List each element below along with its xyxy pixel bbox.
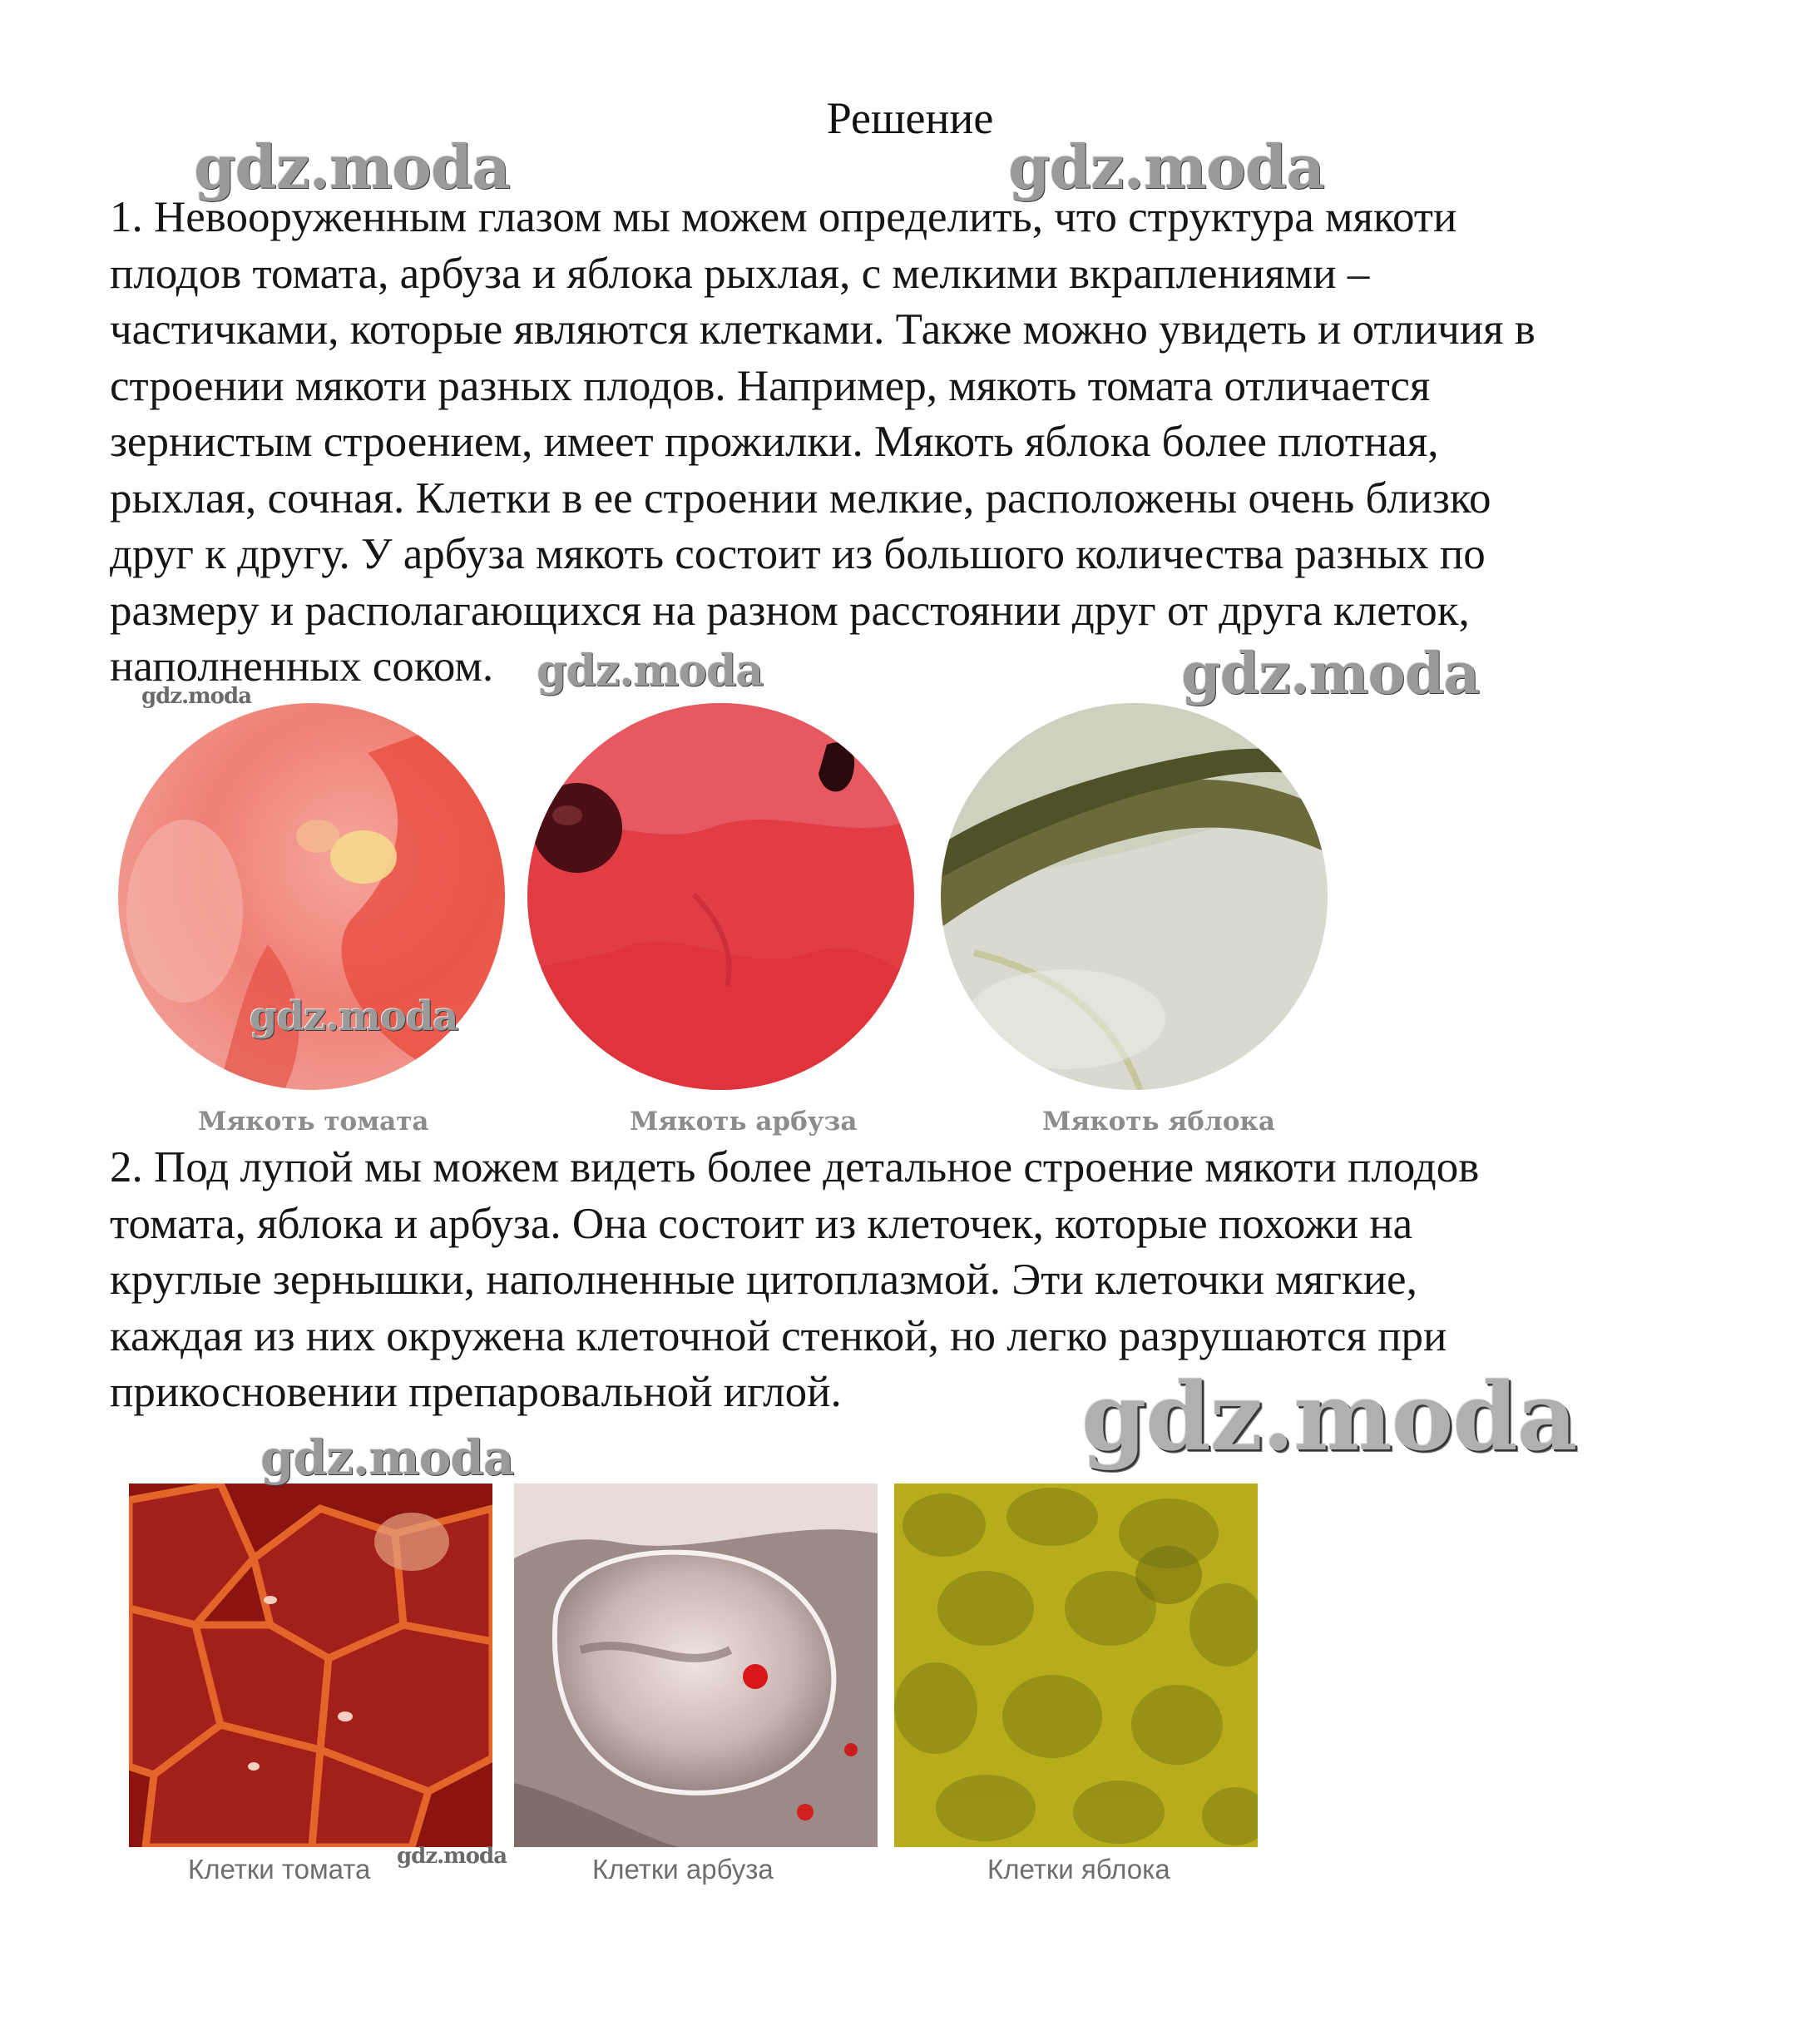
text-line: размеру и располагающихся на разном расстоянии друг от друга клеток, <box>110 586 1470 635</box>
watermelon-cells-photo <box>514 1484 878 1847</box>
text-line: строении мякоти разных плодов. Например, мякоть томата отличается <box>110 361 1431 410</box>
text-line: частичками, которые являются клетками. Также можно увидеть и отличия в <box>110 305 1536 354</box>
watermark-logo: gdz.moda <box>537 646 764 696</box>
text-line: прикосновении препаровальной иглой. <box>110 1368 842 1416</box>
text-line: 1. Невооруженным глазом мы можем определить, что структура мякоти <box>110 193 1457 241</box>
watermark-logo: gdz.moda <box>194 131 510 202</box>
caption-tomato-cells: Клетки томата <box>188 1854 371 1885</box>
watermark-logo: gdz.moda <box>1181 641 1480 707</box>
caption-watermelon-flesh: Мякоть арбуза <box>630 1107 858 1137</box>
caption-tomato-flesh: Мякоть томата <box>198 1107 429 1137</box>
text-line: рыхлая, сочная. Клетки в ее строении мелкие, расположены очень близко <box>110 473 1491 523</box>
text-line: томата, яблока и арбуза. Она состоит из клеточек, которые похожи на <box>110 1199 1413 1248</box>
apple-cells-photo <box>894 1484 1258 1847</box>
text-line: круглые зернышки, наполненные цитоплазмой. Эти клеточки мягкие, <box>110 1256 1417 1304</box>
tomato-cells-photo <box>129 1484 492 1847</box>
page-title: Решение <box>826 93 994 143</box>
text-line: друг к другу. У арбуза мякоть состоит из большого количества разных по <box>110 530 1486 578</box>
text-line: наполненных соком. <box>110 642 494 691</box>
text-line: 2. Под лупой мы можем видеть более детальное строение мякоти плодов <box>110 1143 1480 1191</box>
caption-apple-cells: Клетки яблока <box>987 1854 1170 1885</box>
watermark-logo: gdz.moda <box>250 993 458 1040</box>
caption-watermelon-cells: Клетки арбуза <box>592 1854 774 1885</box>
watermark-logo: gdz.moda <box>1008 131 1324 202</box>
text-line: плодов томата, арбуза и яблока рыхлая, с мелкими вкраплениями – <box>110 249 1370 298</box>
caption-apple-flesh: Мякоть яблока <box>1042 1107 1275 1137</box>
watermark-logo: gdz.moda <box>260 1429 514 1486</box>
watermark-logo: gdz.moda <box>397 1844 507 1869</box>
watermark-logo: gdz.moda <box>1081 1363 1577 1472</box>
text-line: каждая из них окружена клеточной стенкой, но легко разрушаются при <box>110 1311 1447 1360</box>
watermark-logo: gdz.moda <box>141 684 252 709</box>
apple-flesh-photo <box>941 703 1328 1090</box>
watermelon-flesh-photo <box>527 703 914 1090</box>
text-line: зернистым строением, имеет прожилки. Мякоть яблока более плотная, <box>110 418 1439 466</box>
paragraph-1 <box>110 190 1536 696</box>
